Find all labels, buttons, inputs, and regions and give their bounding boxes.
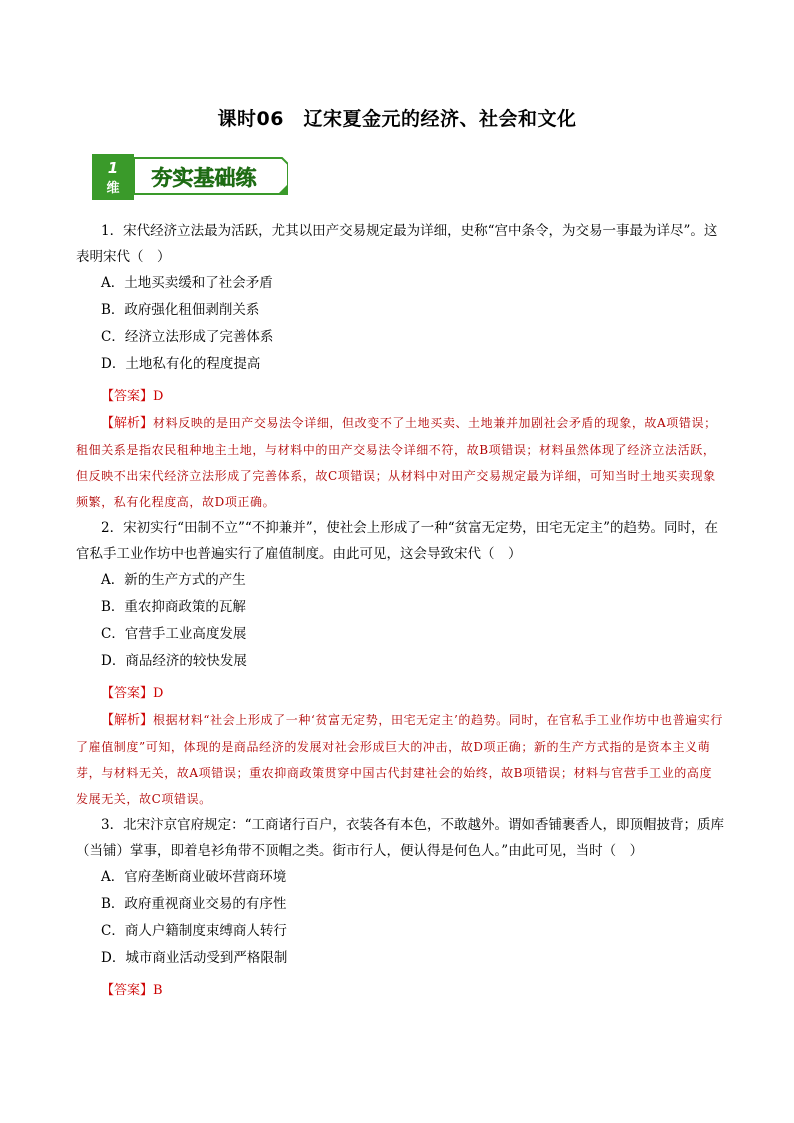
banner-sub: 维 xyxy=(106,181,120,196)
explanation-text: 根据材料“社会上形成了一种‘贫富无定势，田宅无定主’的趋势。同时，在官私手工业作坊中也普遍实行了雇值制度”可知，体现的是商品经济的发展对社会形成巨大的冲击，故D项正确；新的生产方式指的是资本主义萌芽，与材料无关，故A项错误；重农抑商政策贯穿中国古代封建社会的始终，故B项错误；材料与官营手工业的高度发展无关，故C项错误。 xyxy=(76,713,723,806)
explanation xyxy=(76,707,724,812)
answer-line xyxy=(76,681,724,707)
answer-label: 【答案】 xyxy=(101,983,154,998)
option-a: A．官府垄断商业破坏营商环境 xyxy=(101,869,287,885)
question-3 xyxy=(76,812,724,1004)
question-list xyxy=(76,218,724,1004)
option-a: A．新的生产方式的产生 xyxy=(101,572,246,588)
section-banner xyxy=(92,154,288,200)
answer-line xyxy=(76,384,724,410)
banner-label: 夯实基础练 xyxy=(151,166,257,190)
question-stem: 1．宋代经济立法最为活跃，尤其以田产交易规定最为详细，史称“宫中条令，为交易一事最为详尽”。这表明宋代（ ） xyxy=(76,223,718,265)
question-2 xyxy=(76,515,724,812)
option-c: C．商人户籍制度束缚商人转行 xyxy=(101,923,287,939)
page-title: 课时06 辽宋夏金元的经济、社会和文化 xyxy=(217,108,577,130)
question-stem: 2．宋初实行“田制不立”“不抑兼并”，使社会上形成了一种“贫富无定势，田宅无定主”的趋势。同时，在官私手工业作坊中也普遍实行了雇值制度。由此可见，这会导致宋代（ ） xyxy=(76,520,718,562)
answer-line xyxy=(76,978,724,1004)
option-d: D．城市商业活动受到严格限制 xyxy=(101,950,288,966)
option-a: A．土地买卖缓和了社会矛盾 xyxy=(101,275,273,291)
question-stem: 3．北宋汴京官府规定：“工商诸行百户，衣装各有本色，不敢越外。谓如香铺裹香人，即顶帽披背；质库（当铺）掌事，即着皂衫角带不顶帽之类。街市行人，便认得是何色人。”由此可见，当时（ ） xyxy=(76,817,724,859)
explanation xyxy=(76,410,724,515)
option-c: C．经济立法形成了完善体系 xyxy=(101,329,274,345)
answer-value: D xyxy=(153,686,164,701)
question-1 xyxy=(76,218,724,515)
option-b: B．重农抑商政策的瓦解 xyxy=(101,599,246,615)
option-c: C．官营手工业高度发展 xyxy=(101,626,247,642)
answer-label: 【答案】 xyxy=(101,686,154,701)
explanation-text: 材料反映的是田产交易法令详细，但改变不了土地买卖、土地兼并加剧社会矛盾的现象，故A项错误；租佃关系是指农民租种地主土地，与材料中的田产交易法令详细不符，故B项错误；材料虽然体现了经济立法活跃，但反映不出宋代经济立法形成了完善体系，故C项错误；从材料中对田产交易规定最为详细，可知当时土地买卖现象频繁，私有化程度高，故D项正确。 xyxy=(76,416,717,509)
option-d: D．土地私有化的程度提高 xyxy=(101,356,261,372)
answer-value: B xyxy=(153,983,163,998)
banner-num: 1 xyxy=(107,159,119,177)
option-b: B．政府强化租佃剥削关系 xyxy=(101,302,260,318)
option-b: B．政府重视商业交易的有序性 xyxy=(101,896,287,912)
answer-label: 【答案】 xyxy=(101,389,154,404)
answer-value: D xyxy=(153,389,164,404)
explanation-label: 【解析】 xyxy=(101,713,154,728)
option-d: D．商品经济的较快发展 xyxy=(101,653,247,669)
explanation-label: 【解析】 xyxy=(101,416,154,431)
